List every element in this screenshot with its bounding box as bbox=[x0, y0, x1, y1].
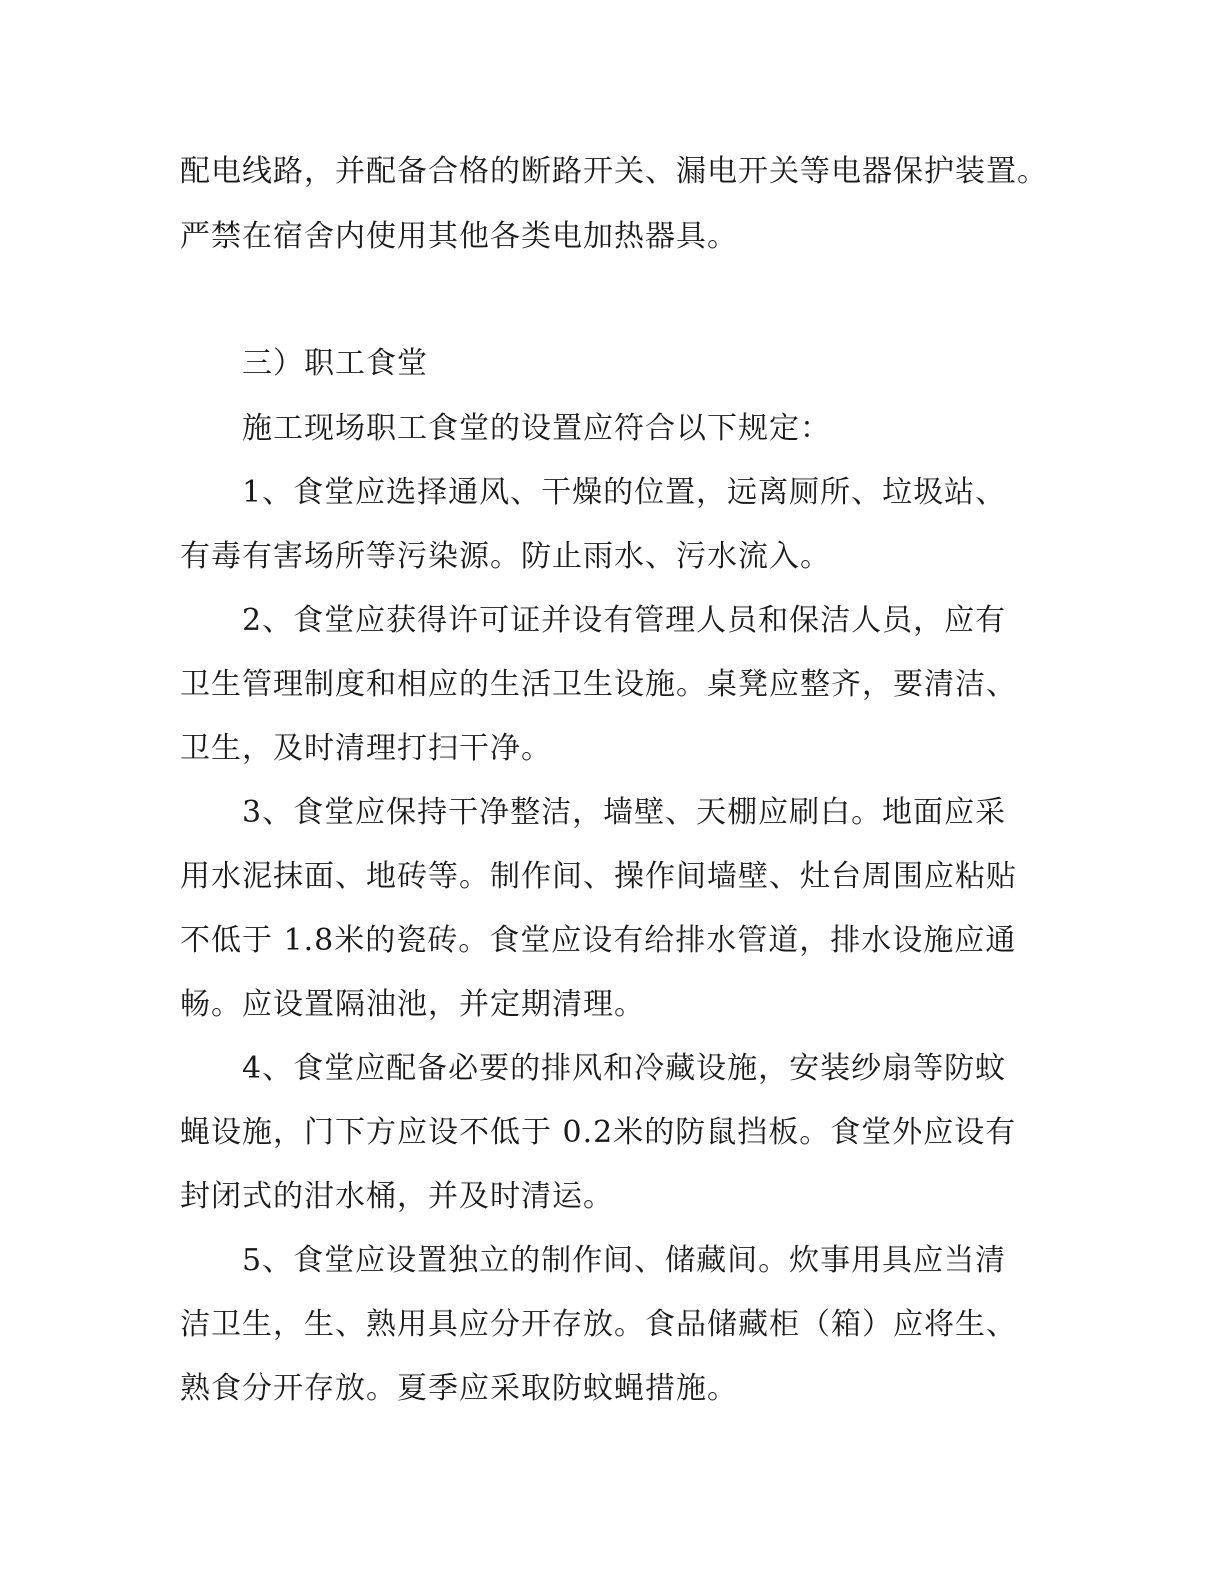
text-line: 严禁在宿舍内使用其他各类电加热器具。 bbox=[180, 219, 738, 254]
text-line: 不低于 1.8米的瓷砖。食堂应设有给排水管道，排水设施应通 bbox=[180, 923, 1017, 958]
list-item-2: 2、食堂应获得许可证并设有管理人员和保洁人员，应有 bbox=[242, 603, 1007, 638]
text-line: 蝇设施，门下方应设不低于 0.2米的防鼠挡板。食堂外应设有 bbox=[180, 1115, 1017, 1150]
text-line: 配电线路，并配备合格的断路开关、漏电开关等电器保护装置。 bbox=[180, 154, 1048, 189]
text-line: 卫生，及时清理打扫干净。 bbox=[180, 731, 552, 766]
section-heading: 三）职工食堂 bbox=[242, 346, 428, 381]
text-line: 畅。应设置隔油池，并定期清理。 bbox=[180, 987, 645, 1022]
list-item-4: 4、食堂应配备必要的排风和冷藏设施，安装纱扇等防蚊 bbox=[242, 1051, 1007, 1086]
text-line: 用水泥抹面、地砖等。制作间、操作间墙壁、灶台周围应粘贴 bbox=[180, 859, 1017, 894]
list-item-1: 1、食堂应选择通风、干燥的位置，远离厕所、垃圾站、 bbox=[242, 475, 1007, 510]
list-item-5: 5、食堂应设置独立的制作间、储藏间。炊事用具应当清 bbox=[242, 1243, 1007, 1278]
text-line: 施工现场职工食堂的设置应符合以下规定： bbox=[242, 411, 831, 446]
text-line: 卫生管理制度和相应的生活卫生设施。桌凳应整齐，要清洁、 bbox=[180, 667, 1017, 702]
text-line: 有毒有害场所等污染源。防止雨水、污水流入。 bbox=[180, 539, 831, 574]
text-line: 熟食分开存放。夏季应采取防蚊蝇措施。 bbox=[180, 1371, 738, 1406]
text-line: 洁卫生，生、熟用具应分开存放。食品储藏柜（箱）应将生、 bbox=[180, 1307, 1017, 1342]
list-item-3: 3、食堂应保持干净整洁，墙壁、天棚应刷白。地面应采 bbox=[242, 795, 1007, 830]
text-line: 封闭式的泔水桶，并及时清运。 bbox=[180, 1179, 614, 1214]
